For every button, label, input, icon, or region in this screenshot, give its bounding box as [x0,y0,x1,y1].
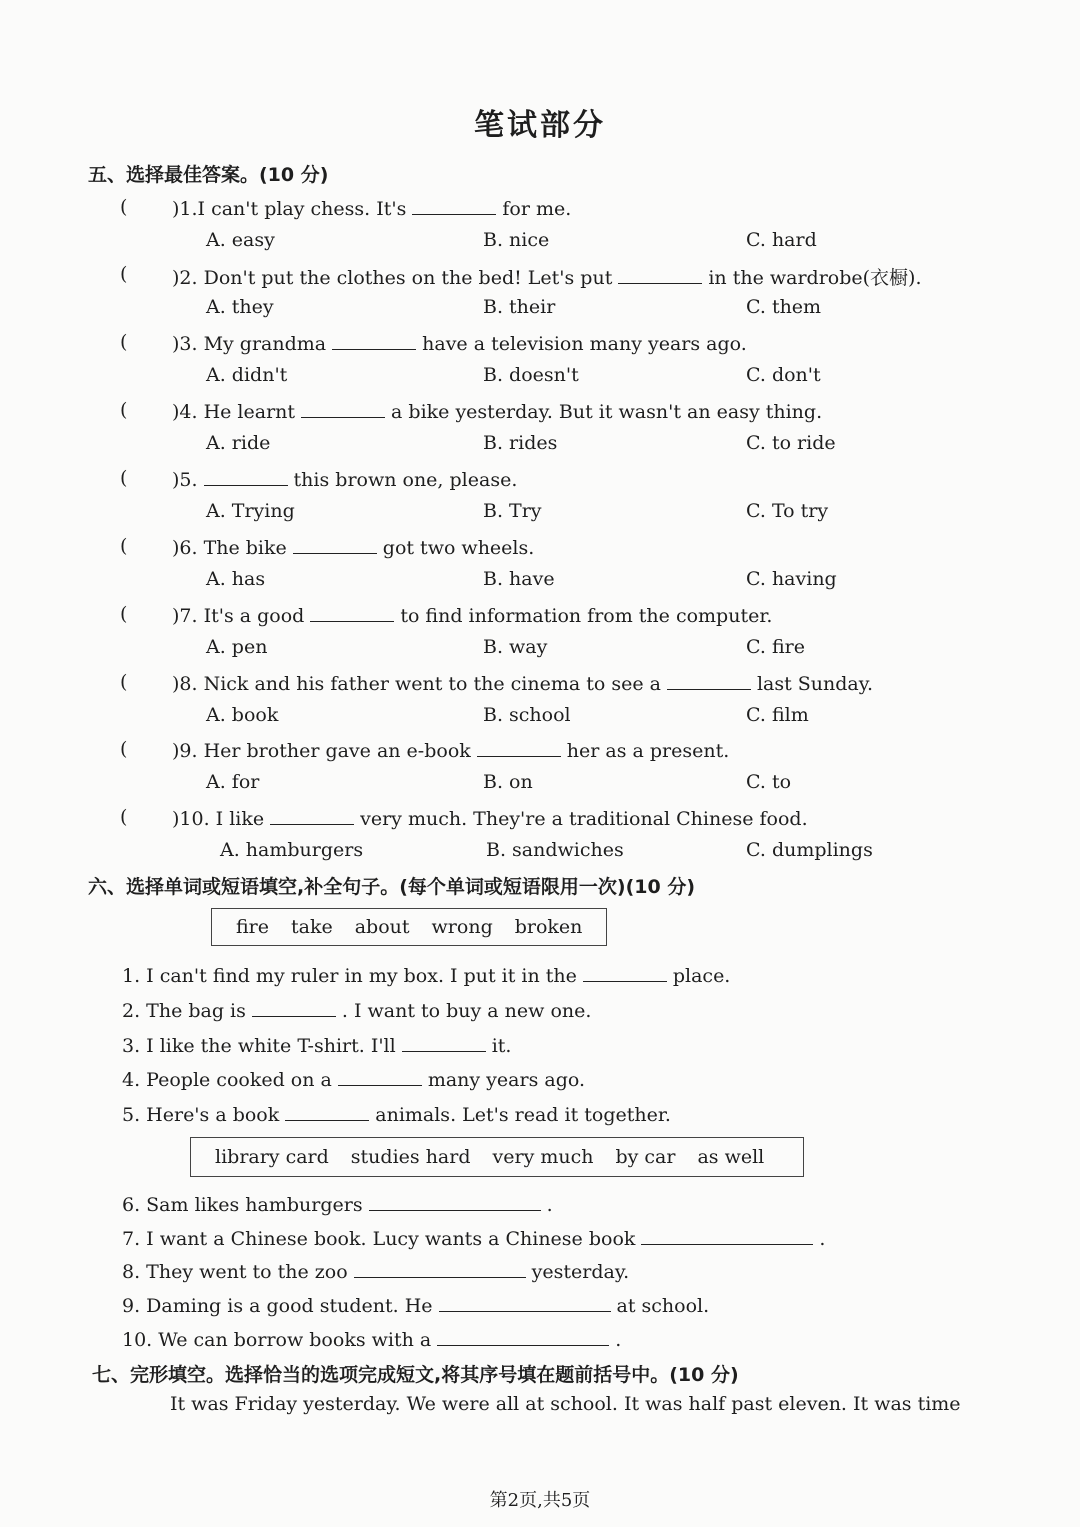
word-option: wrong [431,916,493,938]
answer-paren: ( [120,196,128,218]
sentence-text: 5. Here's a book [122,1104,280,1126]
option-b: B. school [483,704,571,726]
fill-sentence [122,963,730,987]
fill-sentence [122,1033,511,1057]
page-title: 笔试部分 [474,108,606,143]
option-c: C. dumplings [746,839,873,861]
option-a: A. hamburgers [220,839,364,861]
question-text-end: to find information from the computer. [400,605,773,627]
question-line [172,535,534,559]
option-b: B. way [483,636,548,658]
question-text: )5. [172,469,198,491]
answer-blank [293,535,377,554]
option-c: C. having [746,568,837,590]
answer-blank [667,671,751,690]
fill-sentence [122,1192,553,1216]
option-a: A. easy [206,229,275,251]
option-b: B. on [483,771,533,793]
question-text: )8. Nick and his father went to the cinema to see a [172,673,661,695]
answer-blank [583,963,667,982]
fill-sentence [122,998,591,1022]
sentence-text: 2. The bag is [122,1000,246,1022]
answer-blank [477,738,561,757]
answer-blank [332,331,416,350]
sentence-text-end: . [546,1194,553,1216]
option-c: C. to ride [746,432,836,454]
section7-heading: 七、完形填空。选择恰当的选项完成短文,将其序号填在题前括号中。(10 分) [92,1364,739,1386]
option-c: C. hard [746,229,817,251]
answer-blank [252,998,336,1017]
word-option: fire [236,916,269,938]
passage-first-line: It was Friday yesterday. We were all at school. It was half past eleven. It was time [170,1393,961,1415]
option-a: A. for [206,771,260,793]
answer-blank [338,1067,422,1086]
question-text-end: last Sunday. [756,673,873,695]
answer-blank [439,1293,611,1312]
question-line [172,331,747,355]
fill-sentence [122,1259,629,1283]
option-a: A. Trying [206,500,295,522]
word-option: about [354,916,410,938]
answer-paren: ( [120,331,128,353]
page-footer: 第2页,共5页 [489,1490,591,1511]
question-text-end: this brown one, please. [293,469,518,491]
answer-blank [285,1102,369,1121]
question-text: )7. It's a good [172,605,305,627]
question-text-end: got two wheels. [382,537,535,559]
answer-paren: ( [120,806,128,828]
sentence-text: 8. They went to the zoo [122,1261,348,1283]
phrase-option: very much [492,1146,594,1168]
sentence-text-end: . I want to buy a new one. [341,1000,592,1022]
answer-paren: ( [120,603,128,625]
fill-sentence [122,1293,709,1317]
answer-blank [641,1226,813,1245]
option-c: C. film [746,704,809,726]
question-text: )2. Don't put the clothes on the bed! Let's put [172,267,613,289]
option-a: A. ride [206,432,271,454]
answer-paren: ( [120,738,128,760]
question-text: )3. My grandma [172,333,327,355]
phrase-option: studies hard [350,1146,471,1168]
phrase-option: by car [615,1146,676,1168]
sentence-text: 1. I can't find my ruler in my box. I put it in the [122,965,577,987]
question-line [172,399,822,423]
sentence-text-end: . [819,1228,826,1250]
sentence-text: 10. We can borrow books with a [122,1329,432,1351]
answer-blank [402,1033,486,1052]
option-b: B. their [483,296,556,318]
question-line [172,196,571,220]
sentence-text: 6. Sam likes hamburgers [122,1194,363,1216]
word-box-2 [190,1137,804,1177]
option-c: C. To try [746,500,829,522]
question-line [172,467,517,491]
answer-blank [204,467,288,486]
fill-sentence [122,1226,825,1250]
question-text: )9. Her brother gave an e-book [172,740,471,762]
sentence-text-end: place. [672,965,731,987]
question-text: )1.I can't play chess. It's [172,198,407,220]
answer-blank [270,806,354,825]
question-line [172,738,729,762]
sentence-text-end: yesterday. [531,1261,630,1283]
option-c: C. fire [746,636,805,658]
answer-blank [618,265,702,284]
answer-blank [310,603,394,622]
question-line [172,806,808,830]
fill-sentence [122,1067,585,1091]
word-option: broken [514,916,583,938]
sentence-text: 4. People cooked on a [122,1069,332,1091]
answer-paren: ( [120,671,128,693]
answer-blank [369,1192,541,1211]
option-a: A. they [206,296,274,318]
answer-blank [437,1327,609,1346]
option-b: B. have [483,568,555,590]
sentence-text: 7. I want a Chinese book. Lucy wants a Chinese book [122,1228,636,1250]
word-box-1 [211,908,607,946]
sentence-text-end: . [615,1329,622,1351]
fill-sentence [122,1102,671,1126]
question-text: )10. I like [172,808,265,830]
question-text-end: very much. They're a traditional Chinese food. [360,808,808,830]
question-text-end: in the wardrobe(衣橱). [708,267,922,289]
option-c: C. to [746,771,792,793]
phrase-option: as well [697,1146,765,1168]
answer-paren: ( [120,535,128,557]
answer-paren: ( [120,399,128,421]
option-c: C. don't [746,364,821,386]
sentence-text-end: at school. [616,1295,710,1317]
option-b: B. doesn't [483,364,579,386]
question-text-end: for me. [502,198,572,220]
question-line [172,671,873,695]
word-option: take [291,916,333,938]
option-b: B. Try [483,500,542,522]
option-b: B. rides [483,432,558,454]
option-a: A. pen [206,636,268,658]
fill-sentence [122,1327,621,1351]
section6-heading: 六、选择单词或短语填空,补全句子。(每个单词或短语限用一次)(10 分) [88,876,696,898]
answer-blank [301,399,385,418]
option-b: B. sandwiches [486,839,624,861]
sentence-text-end: many years ago. [427,1069,585,1091]
answer-paren: ( [120,263,128,285]
sentence-text-end: it. [491,1035,512,1057]
question-line [172,263,921,290]
question-line [172,603,772,627]
sentence-text: 3. I like the white T-shirt. I'll [122,1035,396,1057]
option-a: A. didn't [206,364,288,386]
question-text-end: a bike yesterday. But it wasn't an easy thing. [391,401,823,423]
option-a: A. has [206,568,266,590]
question-text: )4. He learnt [172,401,296,423]
option-b: B. nice [483,229,550,251]
sentence-text-end: animals. Let's read it together. [375,1104,671,1126]
section5-heading: 五、选择最佳答案。(10 分) [88,164,329,186]
answer-blank [412,196,496,215]
question-text: )6. The bike [172,537,287,559]
sentence-text: 9. Daming is a good student. He [122,1295,433,1317]
option-c: C. them [746,296,822,318]
phrase-option: library card [215,1146,329,1168]
question-text-end: have a television many years ago. [422,333,747,355]
answer-blank [354,1259,526,1278]
answer-paren: ( [120,467,128,489]
question-text-end: her as a present. [566,740,730,762]
option-a: A. book [206,704,279,726]
